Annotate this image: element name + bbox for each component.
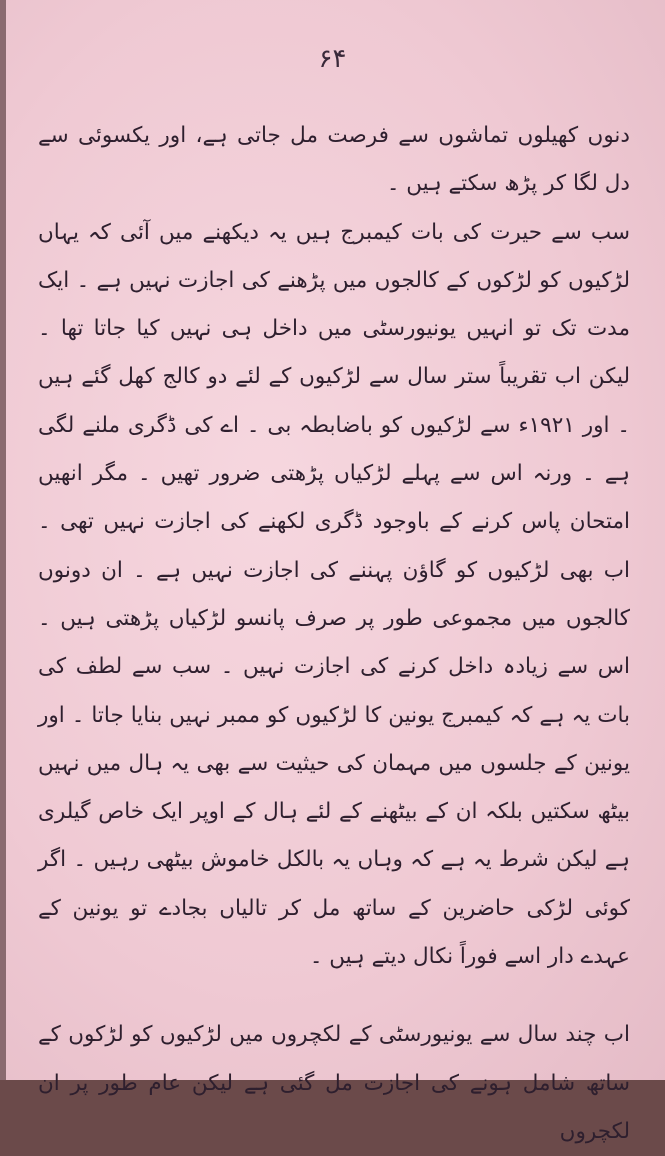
page-number: ۶۴ xyxy=(318,44,347,74)
page-binding-edge xyxy=(0,0,6,1080)
paragraph-1: دنوں کھیلوں تماشوں سے فرصت مل جاتی ہے، اور یکسوئی سے دل لگا کر پڑھ سکتے ہیں ۔ xyxy=(38,123,630,197)
page-body xyxy=(38,112,630,1156)
paragraph-2: سب سے حیرت کی بات کیمبرج ہیں یہ دیکھنے میں آئی کہ یہاں لڑکیوں کو لڑکوں کے کالجوں میں پڑھنے کی اجازت نہیں ہے ۔ ایک مدت تک تو انہیں یونیورسٹی میں داخل ہی نہیں کیا جاتا تھا ۔ لیکن اب تقریباً ستر سال سے لڑکیوں کے لئے دو کالج کھل گئے ہیں ۔ اور ۱۹۲۱ء سے لڑکیوں کو باضابطہ بی ۔ اے کی ڈگری ملنے لگی ہے ۔ ورنہ اس سے پہلے لڑکیاں پڑھتی ضرور تھیں ۔ مگر انھیں امتحان پاس کرنے کے باوجود ڈگری لکھنے کی اجازت نہیں تھی ۔ اب بھی لڑکیوں کو گاؤن پہننے کی اجازت نہیں ہے ۔ ان دونوں کالجوں میں مجموعی طور پر صرف پانسو لڑکیاں پڑھتی ہیں ۔ اس سے زیادہ داخل کرنے کی اجازت نہیں ۔ سب سے لطف کی بات یہ ہے کہ کیمبرج یونین کا لڑکیوں کو ممبر نہیں بنایا جاتا ۔ اور یونین کے جلسوں میں مہمان کی حیثیت سے بھی یہ ہال میں نہیں بیٹھ سکتیں بلکہ ان کے بیٹھنے کے لئے ہال کے اوپر ایک خاص گیلری ہے لیکن شرط یہ ہے کہ وہاں یہ بالکل خاموش بیٹھی رہیں ۔ اگر کوئی لڑکی حاضرین کے ساتھ مل کر تالیاں بجادے تو یونین کے عہدے دار اسے فوراً نکال دیتے ہیں ۔ xyxy=(38,219,630,970)
paragraph-gap xyxy=(38,981,630,1011)
paragraph-3: اب چند سال سے یونیورسٹی کے لکچروں میں لڑکیوں کو لڑکوں کے ساتھ شامل ہونے کی اجازت مل گئی ہے لیکن عام طور پر ان لکچروں xyxy=(38,1022,630,1144)
